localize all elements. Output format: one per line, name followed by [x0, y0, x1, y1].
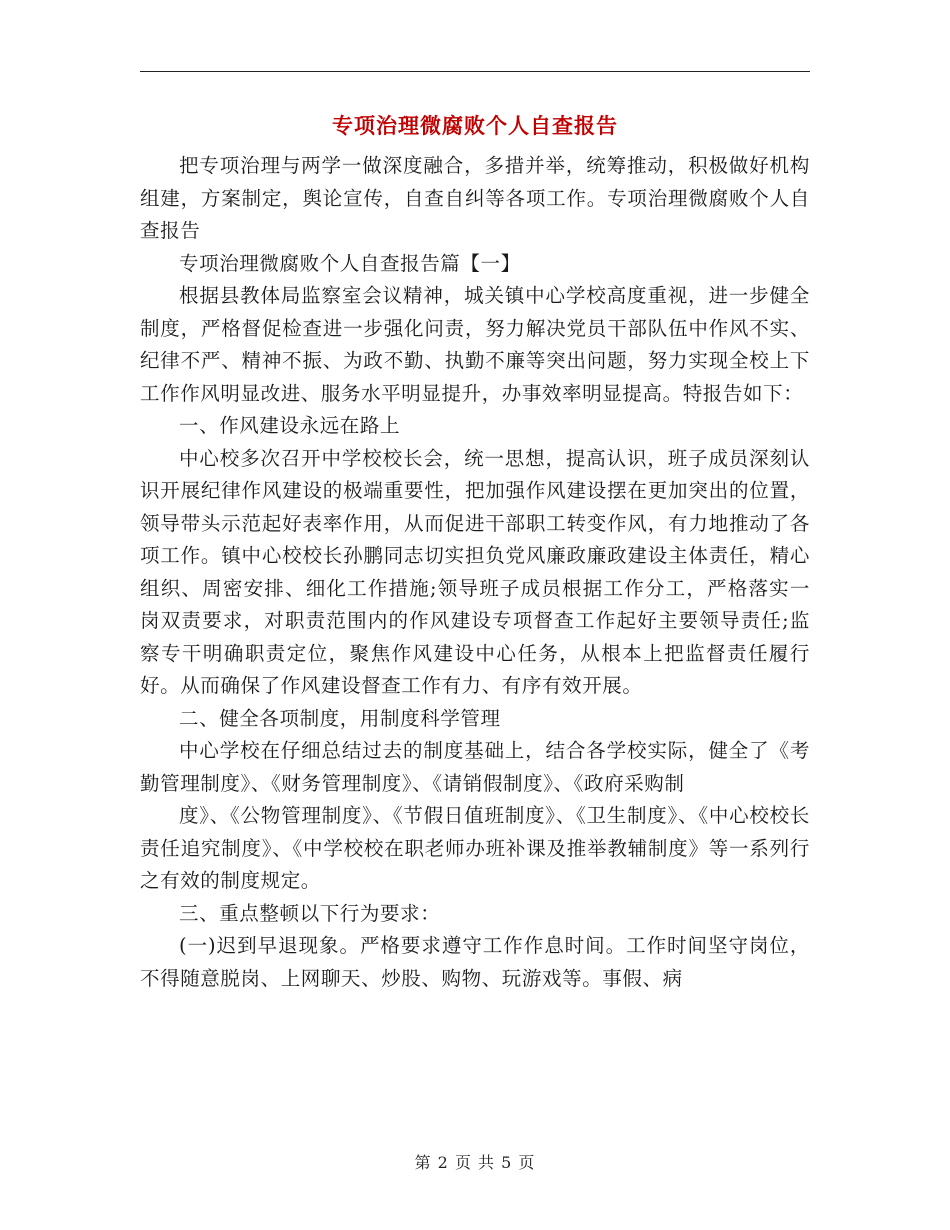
paragraph-style-building: 中心校多次召开中学校校长会，统一思想，提高认识，班子成员深刻认识开展纪律作风建设的极端重要性，把加强作风建设摆在更加突出的位置，领导带头示范起好表率作用，从而促进干部职工转变作风，有力地推动了各项工作。镇中心校校长孙鹏同志切实担负党风廉政廉政建设主体责任，精心组织、周密安排、细化工作措施;领导班子成员根据工作分工，严格落实一岗双责要求，对职责范围内的作风建设专项督查工作起好主要领导责任;监察专干明确职责定位，聚焦作风建设中心任务，从根本上把监督责任履行好。从而确保了作风建设督查工作有力、有序有效开展。: [140, 446, 810, 697]
document-title: 专项治理微腐败个人自查报告: [332, 113, 618, 138]
section-heading-3: 三、重点整顿以下行为要求：: [179, 901, 441, 925]
paragraph-systems-b: 度》、《公物管理制度》、《节假日值班制度》、《卫生制度》、《中心校校长责任追究制度》、《中学校校在职老师办班补课及推举教辅制度》等一系列行之有效的制度规定。: [140, 804, 810, 892]
paragraph-systems-a: 中心学校在仔细总结过去的制度基础上，结合各学校实际，健全了《考勤管理制度》、《财务管理制度》、《请销假制度》、《政府采购制: [140, 739, 810, 795]
paragraph-background: 根据县教体局监察室会议精神，城关镇中心学校高度重视，进一步健全制度，严格督促检查进一步强化问责，努力解决党员干部队伍中作风不实、纪律不严、精神不振、为政不勤、执勤不廉等突出问题，努力实现全校上下工作作风明显改进、服务水平明显提升，办事效率明显提高。特报告如下：: [140, 284, 810, 405]
section-heading-2: 二、健全各项制度，用制度科学管理: [179, 706, 501, 730]
section-heading-part-one: 专项治理微腐败个人自查报告篇【一】: [179, 251, 521, 275]
paragraph-lateness: (一)迟到早退现象。严格要求遵守工作作息时间。工作时间坚守岗位，不得随意脱岗、上网聊天、炒股、购物、玩游戏等。事假、病: [140, 934, 810, 990]
page-number: 第 2 页 共 5 页: [414, 1153, 536, 1172]
document-body: [140, 150, 810, 995]
section-heading-1: 一、作风建设永远在路上: [179, 414, 401, 437]
paragraph-intro: 把专项治理与两学一做深度融合，多措并举，统筹推动，积极做好机构组建，方案制定，舆论宣传，自查自纠等各项工作。专项治理微腐败个人自查报告: [140, 154, 810, 242]
header-rule: [140, 71, 810, 72]
